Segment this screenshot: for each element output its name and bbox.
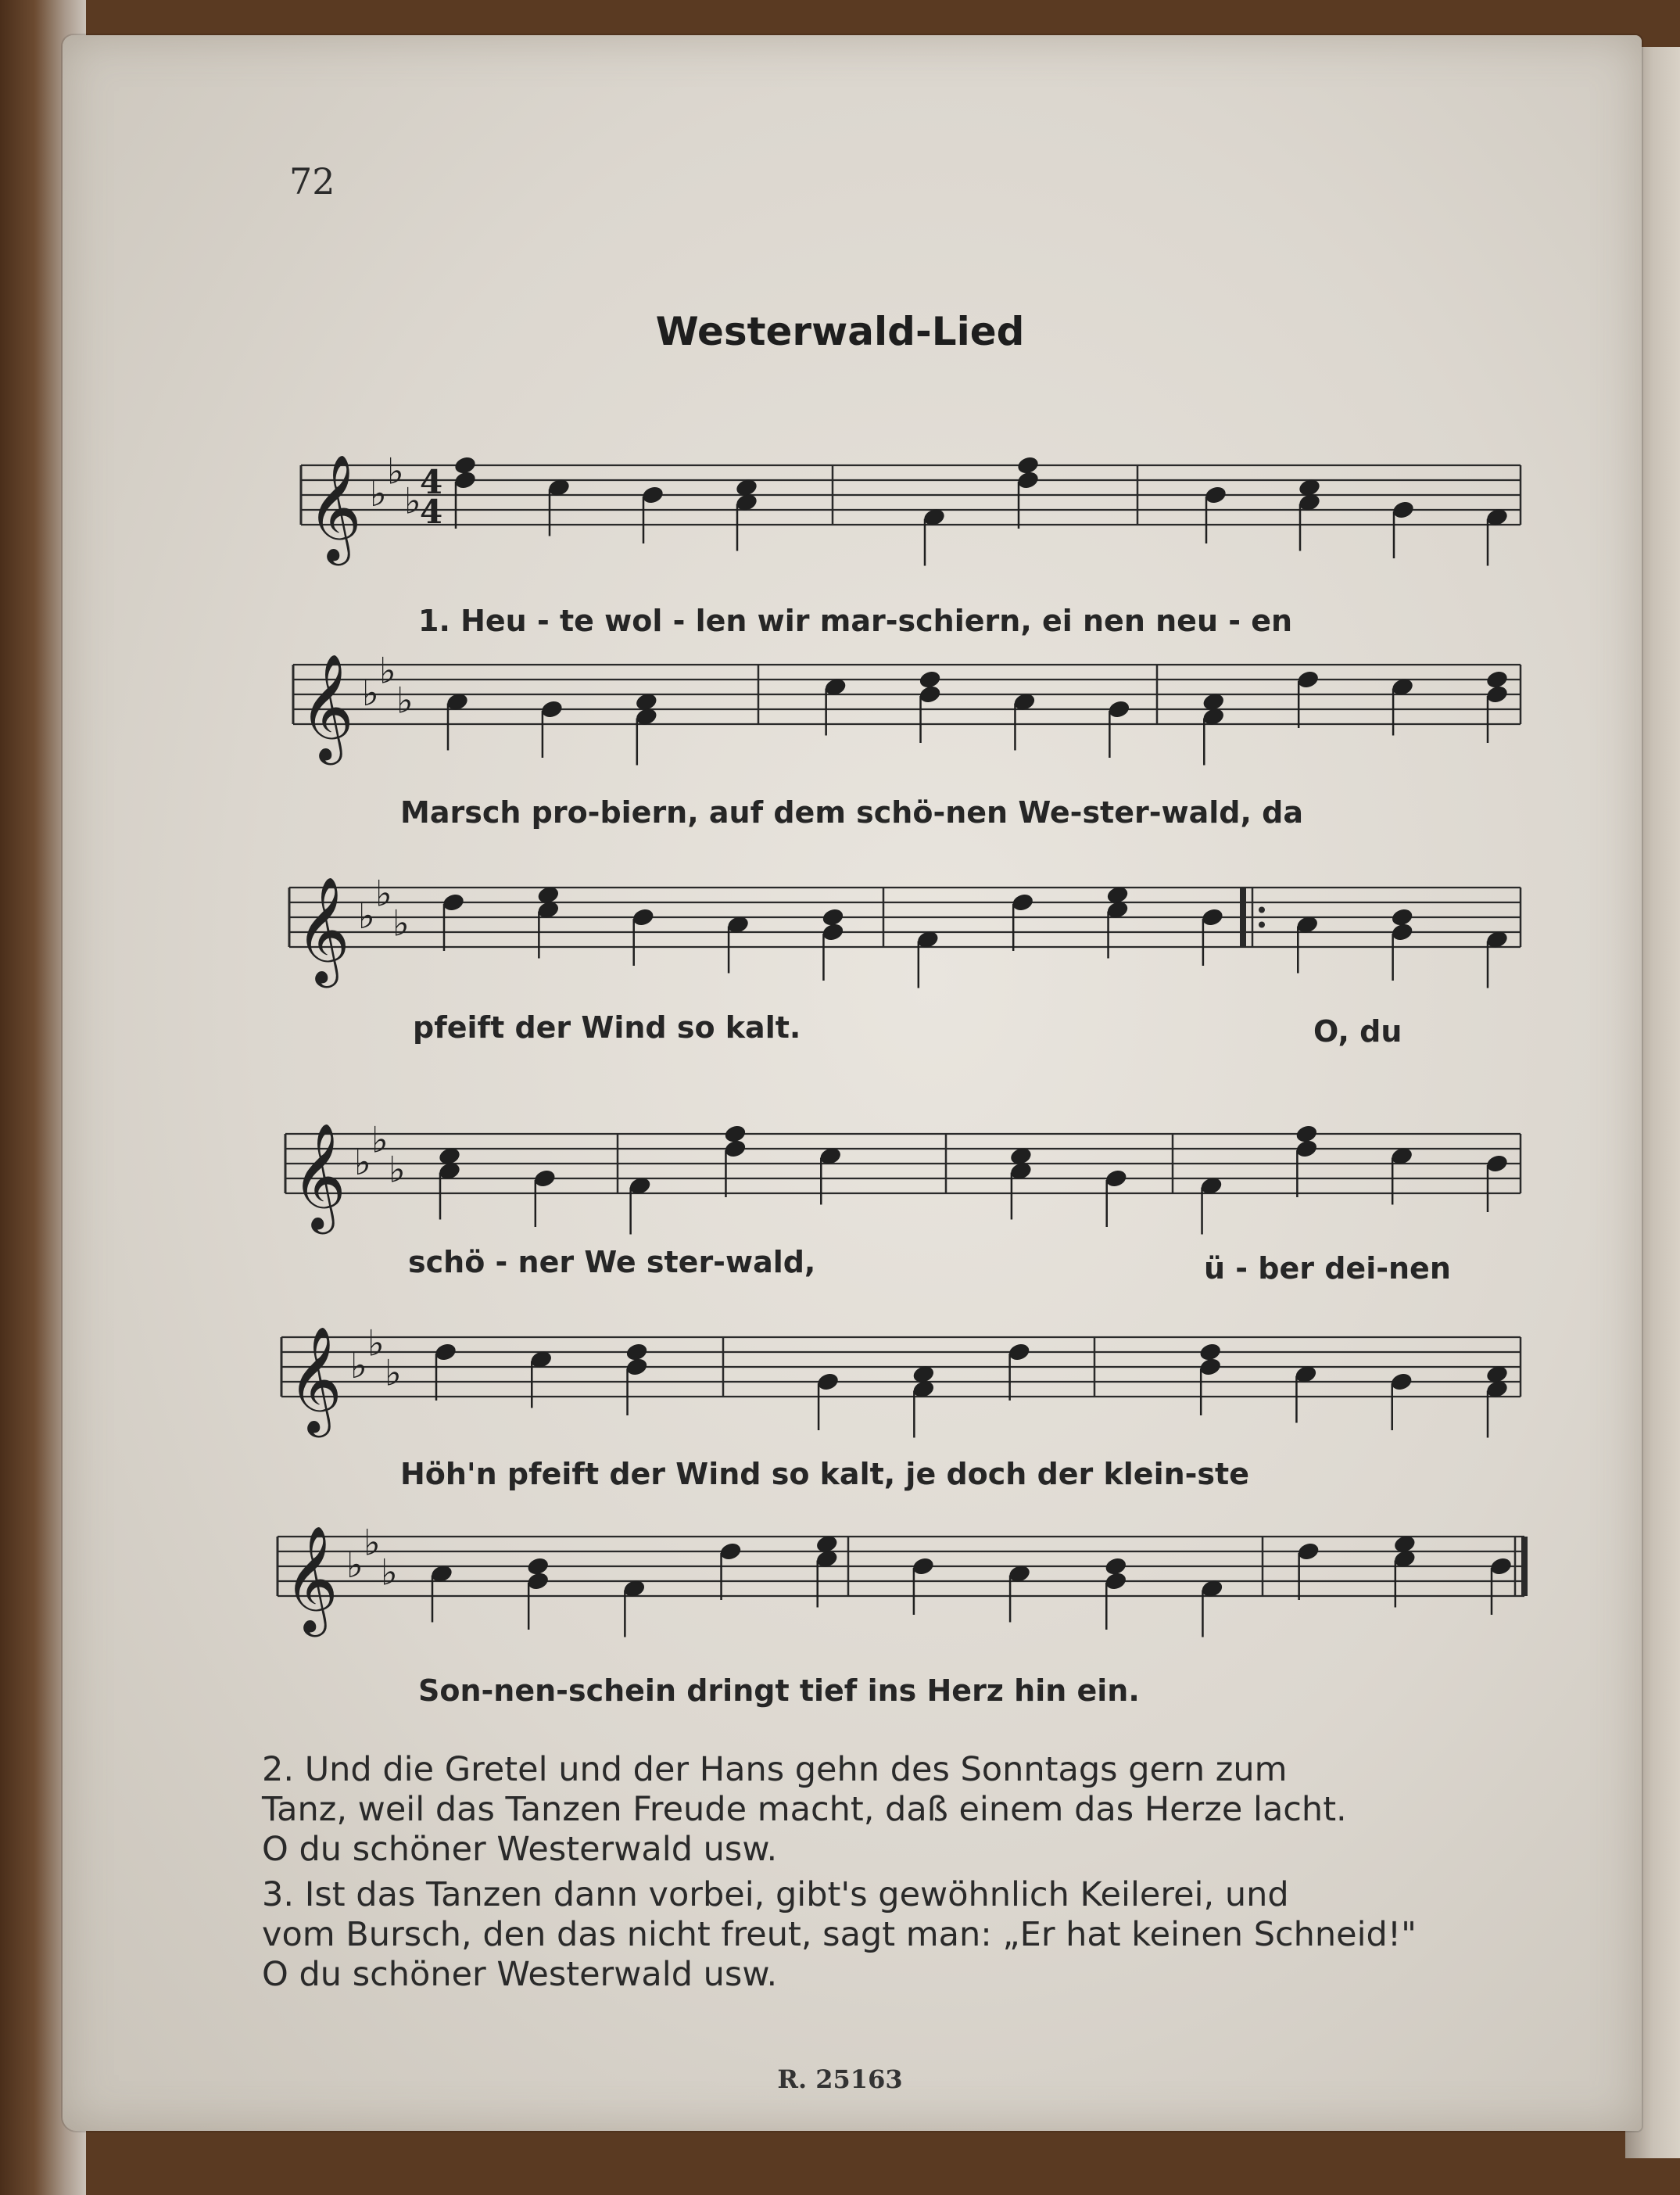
svg-text:♭: ♭ <box>375 872 392 915</box>
svg-text:𝄞: 𝄞 <box>292 1121 346 1229</box>
lyric-line-1: 1. Heu - te wol - len wir mar-schiern, ei nen neu - en <box>418 604 1293 638</box>
verse-3-line-3: O du schöner Westerwald usw. <box>262 1955 778 1994</box>
svg-text:♭: ♭ <box>362 672 379 714</box>
catalog-number: R. 25163 <box>777 2064 903 2094</box>
svg-text:𝄞: 𝄞 <box>288 1325 342 1433</box>
verse-2-line-1: 2. Und die Gretel und der Hans gehn des Sonntags gern zum <box>262 1750 1288 1789</box>
svg-text:♭: ♭ <box>350 1344 367 1386</box>
verse-2-line-3: O du schöner Westerwald usw. <box>262 1830 778 1869</box>
svg-text:𝄞: 𝄞 <box>284 1524 339 1632</box>
svg-text:♭: ♭ <box>364 1521 381 1564</box>
svg-text:♭: ♭ <box>381 1551 398 1594</box>
svg-text:𝄞: 𝄞 <box>296 875 350 983</box>
lyric-line-3: pfeift der Wind so kalt. <box>413 1010 801 1045</box>
svg-text:4: 4 <box>420 463 443 501</box>
verse-3-line-2: vom Bursch, den das nicht freut, sagt man: „Er hat keinen Schneid!" <box>262 1915 1417 1954</box>
svg-text:♭: ♭ <box>371 1118 389 1161</box>
page-number: 72 <box>289 160 335 203</box>
svg-text:♭: ♭ <box>367 1322 385 1365</box>
lyric-line-6: Son-nen-schein dringt tief ins Herz hin ein. <box>418 1673 1140 1708</box>
lyric-line-3b: O, du <box>1313 1014 1402 1049</box>
svg-text:♭: ♭ <box>354 1141 371 1183</box>
svg-text:♭: ♭ <box>379 649 396 692</box>
verse-2-line-2: Tanz, weil das Tanzen Freude macht, daß einem das Herze lacht. <box>262 1790 1347 1829</box>
svg-text:♭: ♭ <box>396 679 414 722</box>
svg-text:𝄞: 𝄞 <box>299 652 354 760</box>
svg-text:♭: ♭ <box>346 1544 364 1586</box>
lyric-line-4b: ü - ber dei-nen <box>1204 1251 1451 1286</box>
lyric-line-5: Höh'n pfeift der Wind so kalt, je doch der klein-ste <box>400 1457 1249 1491</box>
song-title: Westerwald-Lied <box>655 309 1025 354</box>
svg-text:♭: ♭ <box>389 1148 406 1191</box>
svg-text:4: 4 <box>420 493 443 531</box>
verse-3-line-1: 3. Ist das Tanzen dann vorbei, gibt's gewöhnlich Keilerei, und <box>262 1875 1289 1914</box>
svg-text:♭: ♭ <box>370 472 387 515</box>
lyric-line-2: Marsch pro-biern, auf dem schö-nen We-ster-wald, da <box>400 795 1303 830</box>
svg-text:♭: ♭ <box>404 479 421 522</box>
lyric-line-4: schö - ner We ster-wald, <box>408 1245 816 1279</box>
verse-2 <box>262 1750 1513 1870</box>
svg-text:𝄞: 𝄞 <box>307 453 362 561</box>
svg-text:♭: ♭ <box>387 450 404 493</box>
verse-3 <box>262 1875 1513 1995</box>
svg-text:♭: ♭ <box>358 895 375 937</box>
svg-text:♭: ♭ <box>392 902 410 945</box>
svg-text:♭: ♭ <box>385 1351 402 1394</box>
